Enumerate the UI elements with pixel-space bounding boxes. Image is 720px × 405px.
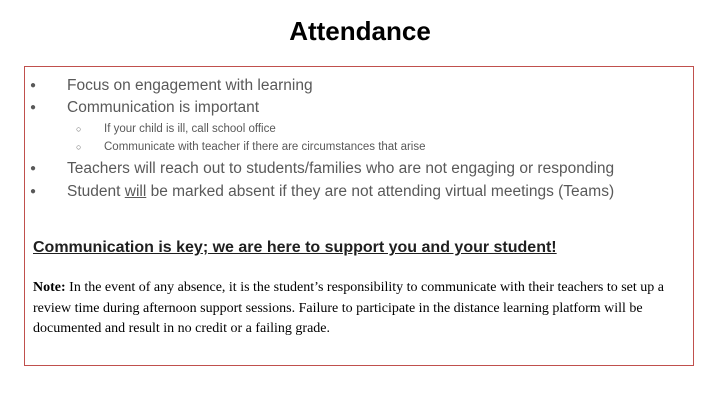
list-item-text: Focus on engagement with learning — [67, 77, 313, 94]
sub-list-item-text: If your child is ill, call school office — [104, 123, 276, 135]
note-paragraph — [33, 278, 688, 340]
text-suffix: be marked absent if they are not attending virtual meetings (Teams) — [146, 183, 615, 200]
content-box — [24, 66, 694, 366]
note-label: Note: — [33, 280, 66, 295]
bullet-icon: ● — [30, 102, 37, 113]
hollow-bullet-icon: ○ — [76, 142, 82, 152]
page-title: Attendance — [289, 16, 431, 46]
list-item-text: Communication is important — [67, 99, 260, 116]
key-message: Communication is key; we are here to support you and your student! — [33, 239, 557, 256]
text-prefix: Student — [67, 183, 125, 200]
sub-list-item-text: Communicate with teacher if there are circumstances that arise — [104, 141, 426, 153]
bullet-icon: ● — [30, 80, 37, 91]
underlined-word: will — [124, 183, 147, 200]
hollow-bullet-icon: ○ — [76, 124, 82, 134]
list-item-text — [67, 181, 614, 203]
bullet-icon: ● — [30, 163, 37, 174]
list-item-text: Teachers will reach out to students/families who are not engaging or responding — [67, 160, 615, 177]
bullet-icon: ● — [30, 186, 37, 197]
note-text: In the event of any absence, it is the student’s responsibility to communicate with their teachers to set up a review time during afternoon support sessions. Failure to participate in the distance learning platform will be documented and result in no credit or a failing grade. — [33, 280, 664, 336]
